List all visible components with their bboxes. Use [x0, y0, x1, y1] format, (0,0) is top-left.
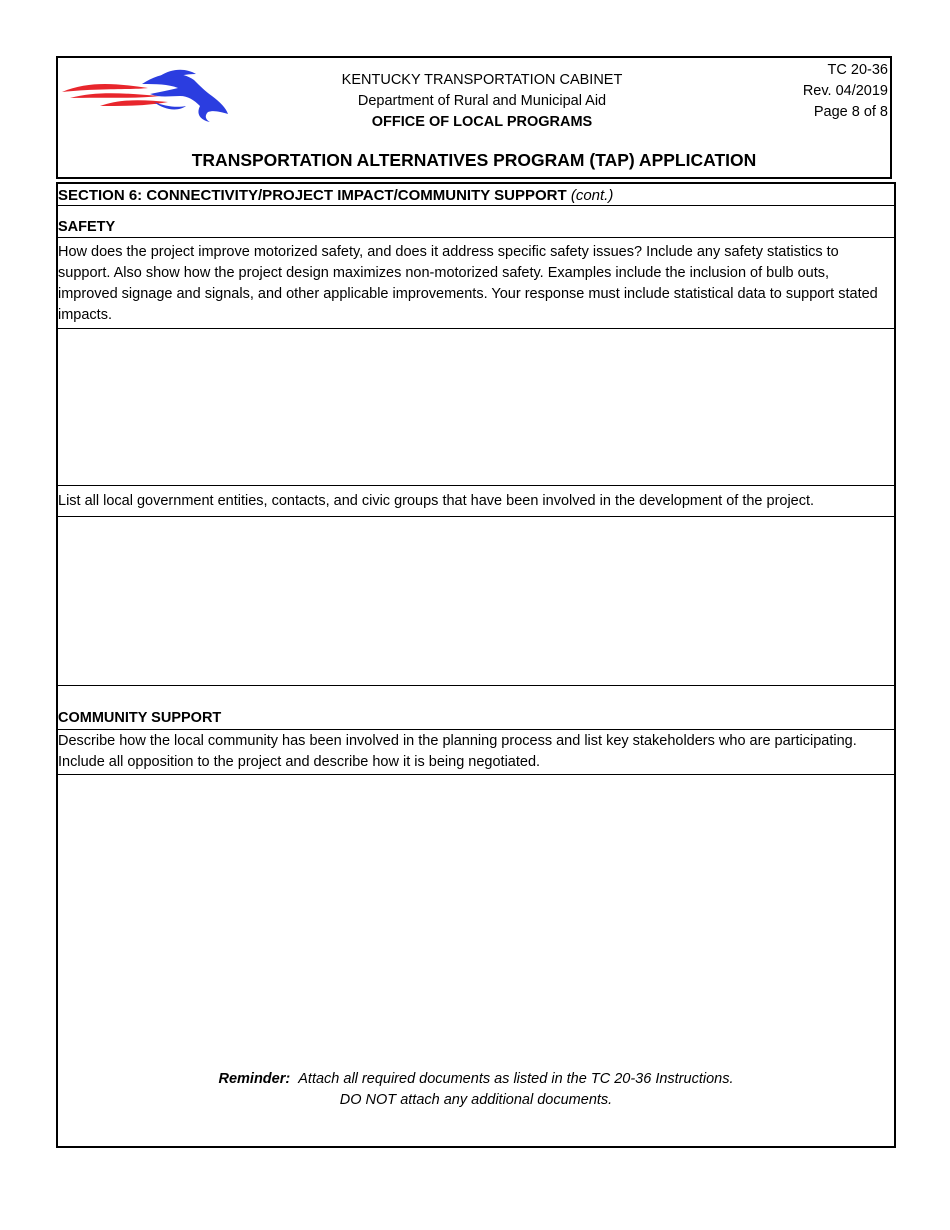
agency-block [282, 70, 682, 133]
divider [57, 237, 895, 238]
community-support-response-field[interactable] [58, 776, 892, 1056]
local-entities-question: List all local government entities, contacts, and civic groups that have been involved in the development of the project. [58, 493, 815, 509]
reminder-line1: Attach all required documents as listed in the TC 20-36 Instructions. [298, 1071, 734, 1087]
agency-name: KENTUCKY TRANSPORTATION CABINET [341, 72, 623, 88]
community-support-question: Describe how the local community has been involved in the planning process and list key stakeholders who are participating. Include all opposition to the project and describe how it is being negotiated. [58, 733, 857, 770]
reminder-note [56, 1069, 896, 1111]
safety-heading: SAFETY [58, 219, 116, 235]
form-number: TC 20-36 [827, 62, 888, 78]
reminder-label: Reminder: [218, 1071, 291, 1087]
reminder-line2: DO NOT attach any additional documents. [339, 1092, 613, 1108]
office-name: OFFICE OF LOCAL PROGRAMS [371, 114, 593, 130]
community-support-heading: COMMUNITY SUPPORT [58, 710, 222, 726]
safety-question: How does the project improve motorized safety, and does it address specific safety issues? Include any safety statistics to support. Also show how the project design maximizes non-motorized safety. Examples include the inclusion of bulb outs, improved signage and signals, and other applicable improvements. Your response must include statistical data to support stated impacts. [58, 244, 878, 323]
safety-response-field[interactable] [58, 330, 892, 484]
section-title-text: SECTION 6: CONNECTIVITY/PROJECT IMPACT/COMMUNITY SUPPORT [58, 187, 567, 204]
kytc-horse-logo-icon [60, 66, 232, 124]
department-name: Department of Rural and Municipal Aid [357, 93, 607, 109]
form-revision: Rev. 04/2019 [802, 83, 888, 99]
form-id-block [760, 60, 888, 123]
divider [57, 328, 895, 329]
section-cont: (cont.) [570, 187, 614, 204]
local-entities-response-field[interactable] [58, 518, 892, 684]
divider [57, 729, 895, 730]
divider [57, 774, 895, 775]
divider [57, 685, 895, 686]
page-number: Page 8 of 8 [813, 104, 888, 120]
page-title: TRANSPORTATION ALTERNATIVES PROGRAM (TAP) APPLICATION [191, 150, 757, 170]
divider [57, 516, 895, 517]
divider [57, 205, 895, 206]
section-title [58, 187, 613, 204]
divider [57, 485, 895, 486]
